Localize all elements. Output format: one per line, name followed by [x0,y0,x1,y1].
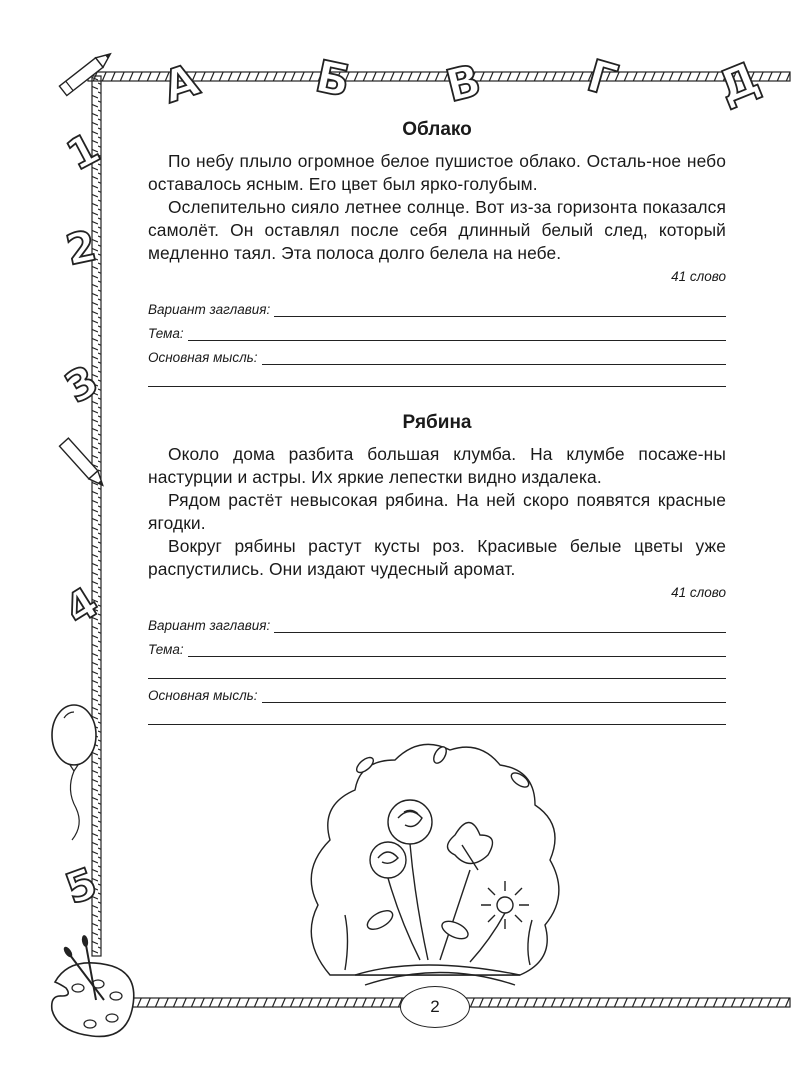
flower-bush-icon [311,744,559,985]
pencil-icon [59,438,107,489]
topic-field[interactable] [148,317,726,341]
main-idea-field[interactable] [148,679,726,703]
field-label: Тема: [148,326,184,341]
letter-v: В [441,54,486,113]
answer-line[interactable] [274,301,726,317]
answer-line[interactable] [148,657,726,679]
balloon-icon [52,705,96,840]
paragraph: Рядом растёт невысокая рябина. На ней скоро появятся красные ягодки. [148,490,726,533]
number-1: 1 [58,123,108,181]
paint-palette-icon [52,935,134,1037]
main-content [148,118,726,725]
section-oblako [148,118,726,387]
letter-g: Г [581,50,623,108]
word-count: 41 слово [671,269,726,284]
number-3: 3 [56,355,107,413]
title-variant-field[interactable] [148,609,726,633]
main-idea-field[interactable] [148,341,726,365]
answer-line[interactable] [274,617,726,633]
title-variant-field[interactable] [148,293,726,317]
answer-line[interactable] [262,349,726,365]
paragraph: Около дома разбита большая клумба. На клумбе посаже-ны настурции и астры. Их яркие лепестки видно издалека. [148,444,726,487]
letter-a: А [156,54,206,114]
paragraph: Вокруг рябины растут кусты роз. Красивые белые цветы уже распустились. Они издают чудесный аромат. [148,536,726,579]
topic-field[interactable] [148,633,726,657]
letter-b: Б [311,50,355,108]
answer-line[interactable] [148,703,726,725]
section-title: Рябина [402,412,472,433]
number-4: 4 [56,577,108,635]
page-number: 2 [400,986,470,1028]
field-label: Вариант заглавия: [148,302,271,317]
field-label: Вариант заглавия: [148,618,271,633]
letter-d: Д [710,52,767,115]
answer-line[interactable] [148,365,726,387]
answer-line[interactable] [262,687,726,703]
answer-line[interactable] [188,641,726,657]
number-5: 5 [59,857,104,914]
pencil-icon [59,49,114,95]
answer-line[interactable] [188,325,726,341]
field-label: Тема: [148,642,184,657]
section-title: Облако [402,119,472,140]
word-count: 41 слово [671,585,726,600]
field-label: Основная мысль: [148,350,258,365]
field-label: Основная мысль: [148,688,258,703]
paragraph: По небу плыло огромное белое пушистое облако. Осталь-ное небо оставалось ясным. Его цвет был ярко-голубым. [148,151,726,194]
number-2: 2 [61,220,101,275]
paragraph: Ослепительно сияло летнее солнце. Вот из-за горизонта показался самолёт. Он оставлял после себя длинный белый след, который медленно таял. Эта полоса долго белела на небе. [148,197,726,263]
section-ryabina [148,411,726,725]
